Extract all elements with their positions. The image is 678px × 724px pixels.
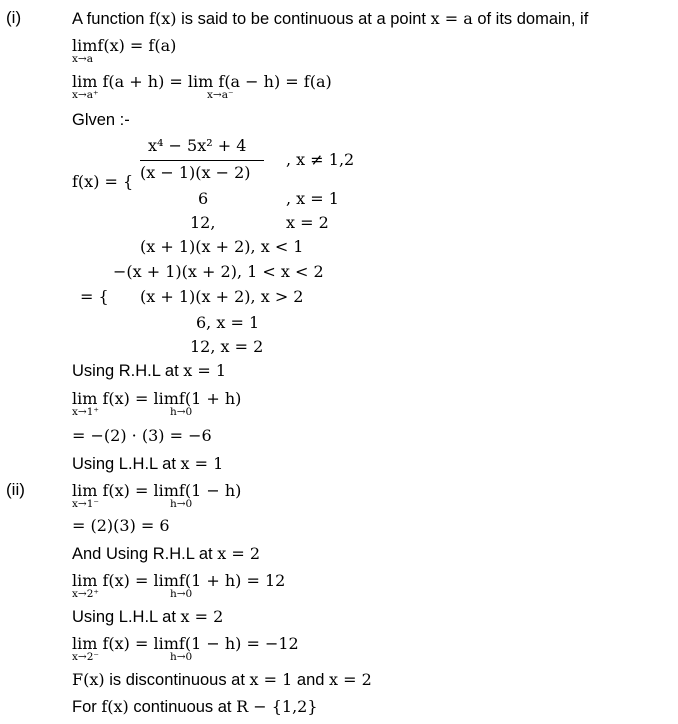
lhl1-sub-x: x→1⁻: [72, 498, 99, 510]
simplified-case5: 12, x = 2: [190, 337, 264, 356]
rhl1-label: Using R.H.L at x = 1: [72, 361, 227, 380]
case1-condition: , x ≠ 1,2: [286, 150, 355, 169]
conclusion-discontinuous: F(x) is discontinuous at x = 1 and x = 2: [72, 670, 372, 689]
lhl2-label: Using L.H.L at x = 2: [72, 607, 224, 626]
one-sided-limits: lim f(a + h) = lim f(a − h) = f(a): [72, 72, 332, 91]
case3-condition: x = 2: [286, 213, 329, 232]
lhl1-sub-h: h→0: [170, 498, 193, 510]
left-limit-sub: x→a⁻: [207, 89, 234, 101]
simplified-case3: (x + 1)(x + 2), x > 2: [140, 287, 304, 306]
limit-definition-sub: x→a: [72, 53, 93, 65]
lhl2-expression: lim f(x) = limf(1 − h) = −12: [72, 634, 299, 653]
simplified-case1: (x + 1)(x + 2), x < 1: [140, 237, 304, 256]
lhl1-result: = (2)(3) = 6: [72, 516, 170, 535]
given-label: Glven :-: [72, 111, 130, 129]
rhl2-label: And Using R.H.L at x = 2: [72, 544, 260, 563]
intro-line: A function f(x) is said to be continuous at a point x = a of its domain, if: [72, 9, 589, 28]
case2-condition: , x = 1: [286, 189, 339, 208]
lhl1-expression: lim f(x) = limf(1 − h): [72, 481, 242, 500]
lhl2-sub-x: x→2⁻: [72, 651, 99, 663]
fraction-numerator: x⁴ − 5x² + 4: [148, 136, 247, 155]
fraction-bar: [140, 160, 264, 161]
lhl2-sub-h: h→0: [170, 651, 193, 663]
case3-value: 12,: [190, 213, 216, 232]
rhl1-sub-x: x→1⁺: [72, 406, 99, 418]
right-limit-sub: x→a⁺: [72, 89, 99, 101]
simplified-case2: −(x + 1)(x + 2), 1 < x < 2: [113, 262, 324, 281]
simplified-case4: 6, x = 1: [196, 313, 260, 332]
conclusion-continuous: For f(x) continuous at R − {1,2}: [72, 697, 318, 716]
simplified-eq-brace: = {: [80, 287, 109, 306]
fraction-denominator: (x − 1)(x − 2): [140, 163, 251, 182]
rhl1-expression: lim f(x) = limf(1 + h): [72, 389, 242, 408]
part-ii-marker: (ii): [6, 480, 25, 499]
limit-definition: limf(x) = f(a): [72, 36, 177, 55]
rhl2-sub-h: h→0: [170, 588, 193, 600]
rhl1-result: = −(2) · (3) = −6: [72, 426, 212, 445]
case2-value: 6: [198, 189, 209, 208]
rhl2-expression: lim f(x) = limf(1 + h) = 12: [72, 571, 286, 590]
part-i-marker: (i): [6, 8, 22, 27]
lhl1-label: Using L.H.L at x = 1: [72, 454, 224, 473]
fx-definition-label: f(x) = {: [72, 172, 134, 191]
rhl2-sub-x: x→2⁺: [72, 588, 99, 600]
rhl1-sub-h: h→0: [170, 406, 193, 418]
